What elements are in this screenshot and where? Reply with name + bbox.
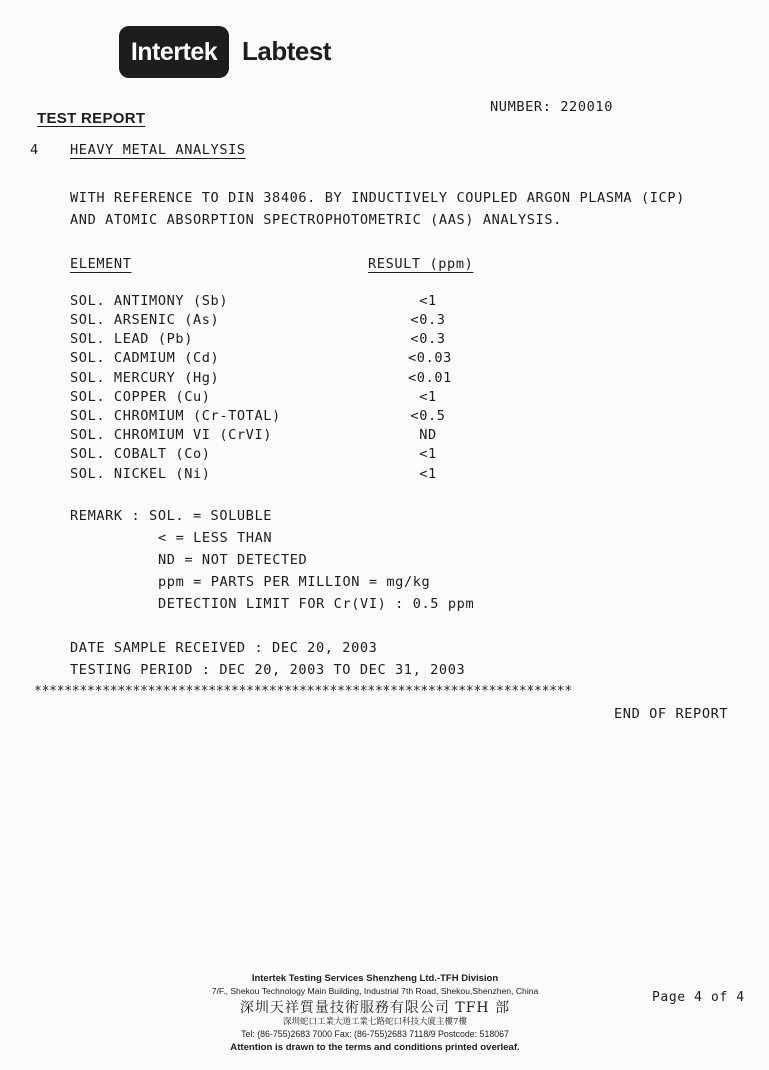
logo-word: Labtest xyxy=(242,36,331,66)
element-name: SOL. CHROMIUM (Cr-TOTAL) xyxy=(70,408,281,424)
element-result: <0.3 xyxy=(410,312,446,328)
report-number: NUMBER: 220010 xyxy=(490,99,613,115)
section-title xyxy=(70,142,254,158)
element-result: <0.01 xyxy=(408,370,452,386)
page-title: TEST REPORT xyxy=(37,110,146,127)
table-row xyxy=(70,312,446,331)
remark-line: ppm = PARTS PER MILLION = mg/kg xyxy=(158,574,431,590)
element-result: <1 xyxy=(419,293,437,309)
table-row xyxy=(70,293,437,312)
remark-label: REMARK : SOL. = SOLUBLE xyxy=(70,508,273,524)
element-name: SOL. LEAD (Pb) xyxy=(70,331,193,347)
element-name: SOL. CADMIUM (Cd) xyxy=(70,350,220,366)
table-row xyxy=(70,466,437,485)
date-received: DATE SAMPLE RECEIVED : DEC 20, 2003 xyxy=(70,640,378,656)
element-name: SOL. MERCURY (Hg) xyxy=(70,370,220,386)
remark-line: ND = NOT DETECTED xyxy=(158,552,308,568)
column-header-element: ELEMENT xyxy=(70,256,132,272)
separator-line: *********************************************************************** xyxy=(34,684,572,699)
table-row xyxy=(70,370,452,389)
table-row xyxy=(70,389,437,408)
testing-period: TESTING PERIOD : DEC 20, 2003 TO DEC 31, 2003 xyxy=(70,662,466,678)
element-name: SOL. COBALT (Co) xyxy=(70,446,211,462)
section-title-text: HEAVY METAL ANALYSIS xyxy=(70,142,246,158)
element-result: <0.03 xyxy=(408,350,452,366)
element-name: SOL. CHROMIUM VI (CrVI) xyxy=(70,427,273,443)
table-row xyxy=(70,331,446,350)
element-name: SOL. ANTIMONY (Sb) xyxy=(70,293,229,309)
table-row xyxy=(70,446,437,465)
element-name: SOL. NICKEL (Ni) xyxy=(70,466,211,482)
reference-line-1: WITH REFERENCE TO DIN 38406. BY INDUCTIVELY COUPLED ARGON PLASMA (ICP) xyxy=(70,190,685,206)
footer-address: 7/F., Shekou Technology Main Building, Industrial 7th Road, Shekou,Shenzhen, China xyxy=(211,986,539,996)
element-result: <1 xyxy=(419,389,437,405)
table-row xyxy=(70,408,446,427)
footer-chinese-address: 深圳蛇口工業大道工業七路蛇口科技大廈主樓7樓 xyxy=(283,1017,467,1027)
remark-line: < = LESS THAN xyxy=(158,530,273,546)
intertek-logo xyxy=(119,26,229,78)
element-result: <0.5 xyxy=(410,408,446,424)
footer-contact: Tel: (86-755)2683 7000 Fax: (86-755)2683 7118/9 Postcode: 518067 xyxy=(241,1029,509,1039)
end-of-report: END OF REPORT xyxy=(614,706,729,722)
table-row xyxy=(70,350,452,369)
element-result: <1 xyxy=(419,446,437,462)
reference-line-2: AND ATOMIC ABSORPTION SPECTROPHOTOMETRIC (AAS) ANALYSIS. xyxy=(70,212,562,228)
page-number: Page 4 of 4 xyxy=(652,990,745,1005)
footer-chinese-name: 深圳天祥質量技術服務有限公司 TFH 部 xyxy=(239,1000,511,1016)
element-result: <0.3 xyxy=(410,331,446,347)
column-header-result: RESULT (ppm) xyxy=(368,256,474,272)
element-result: ND xyxy=(419,427,437,443)
element-result: <1 xyxy=(419,466,437,482)
footer-attention: Attention is drawn to the terms and conditions printed overleaf. xyxy=(230,1042,520,1053)
section-index: 4 xyxy=(30,142,39,158)
logo-brand: Intertek xyxy=(130,37,218,66)
table-row xyxy=(70,427,437,446)
footer-company: Intertek Testing Services Shenzheng Ltd.-TFH Division xyxy=(251,973,499,984)
remark-line: DETECTION LIMIT FOR Cr(VI) : 0.5 ppm xyxy=(158,596,475,612)
element-name: SOL. COPPER (Cu) xyxy=(70,389,211,405)
element-name: SOL. ARSENIC (As) xyxy=(70,312,220,328)
